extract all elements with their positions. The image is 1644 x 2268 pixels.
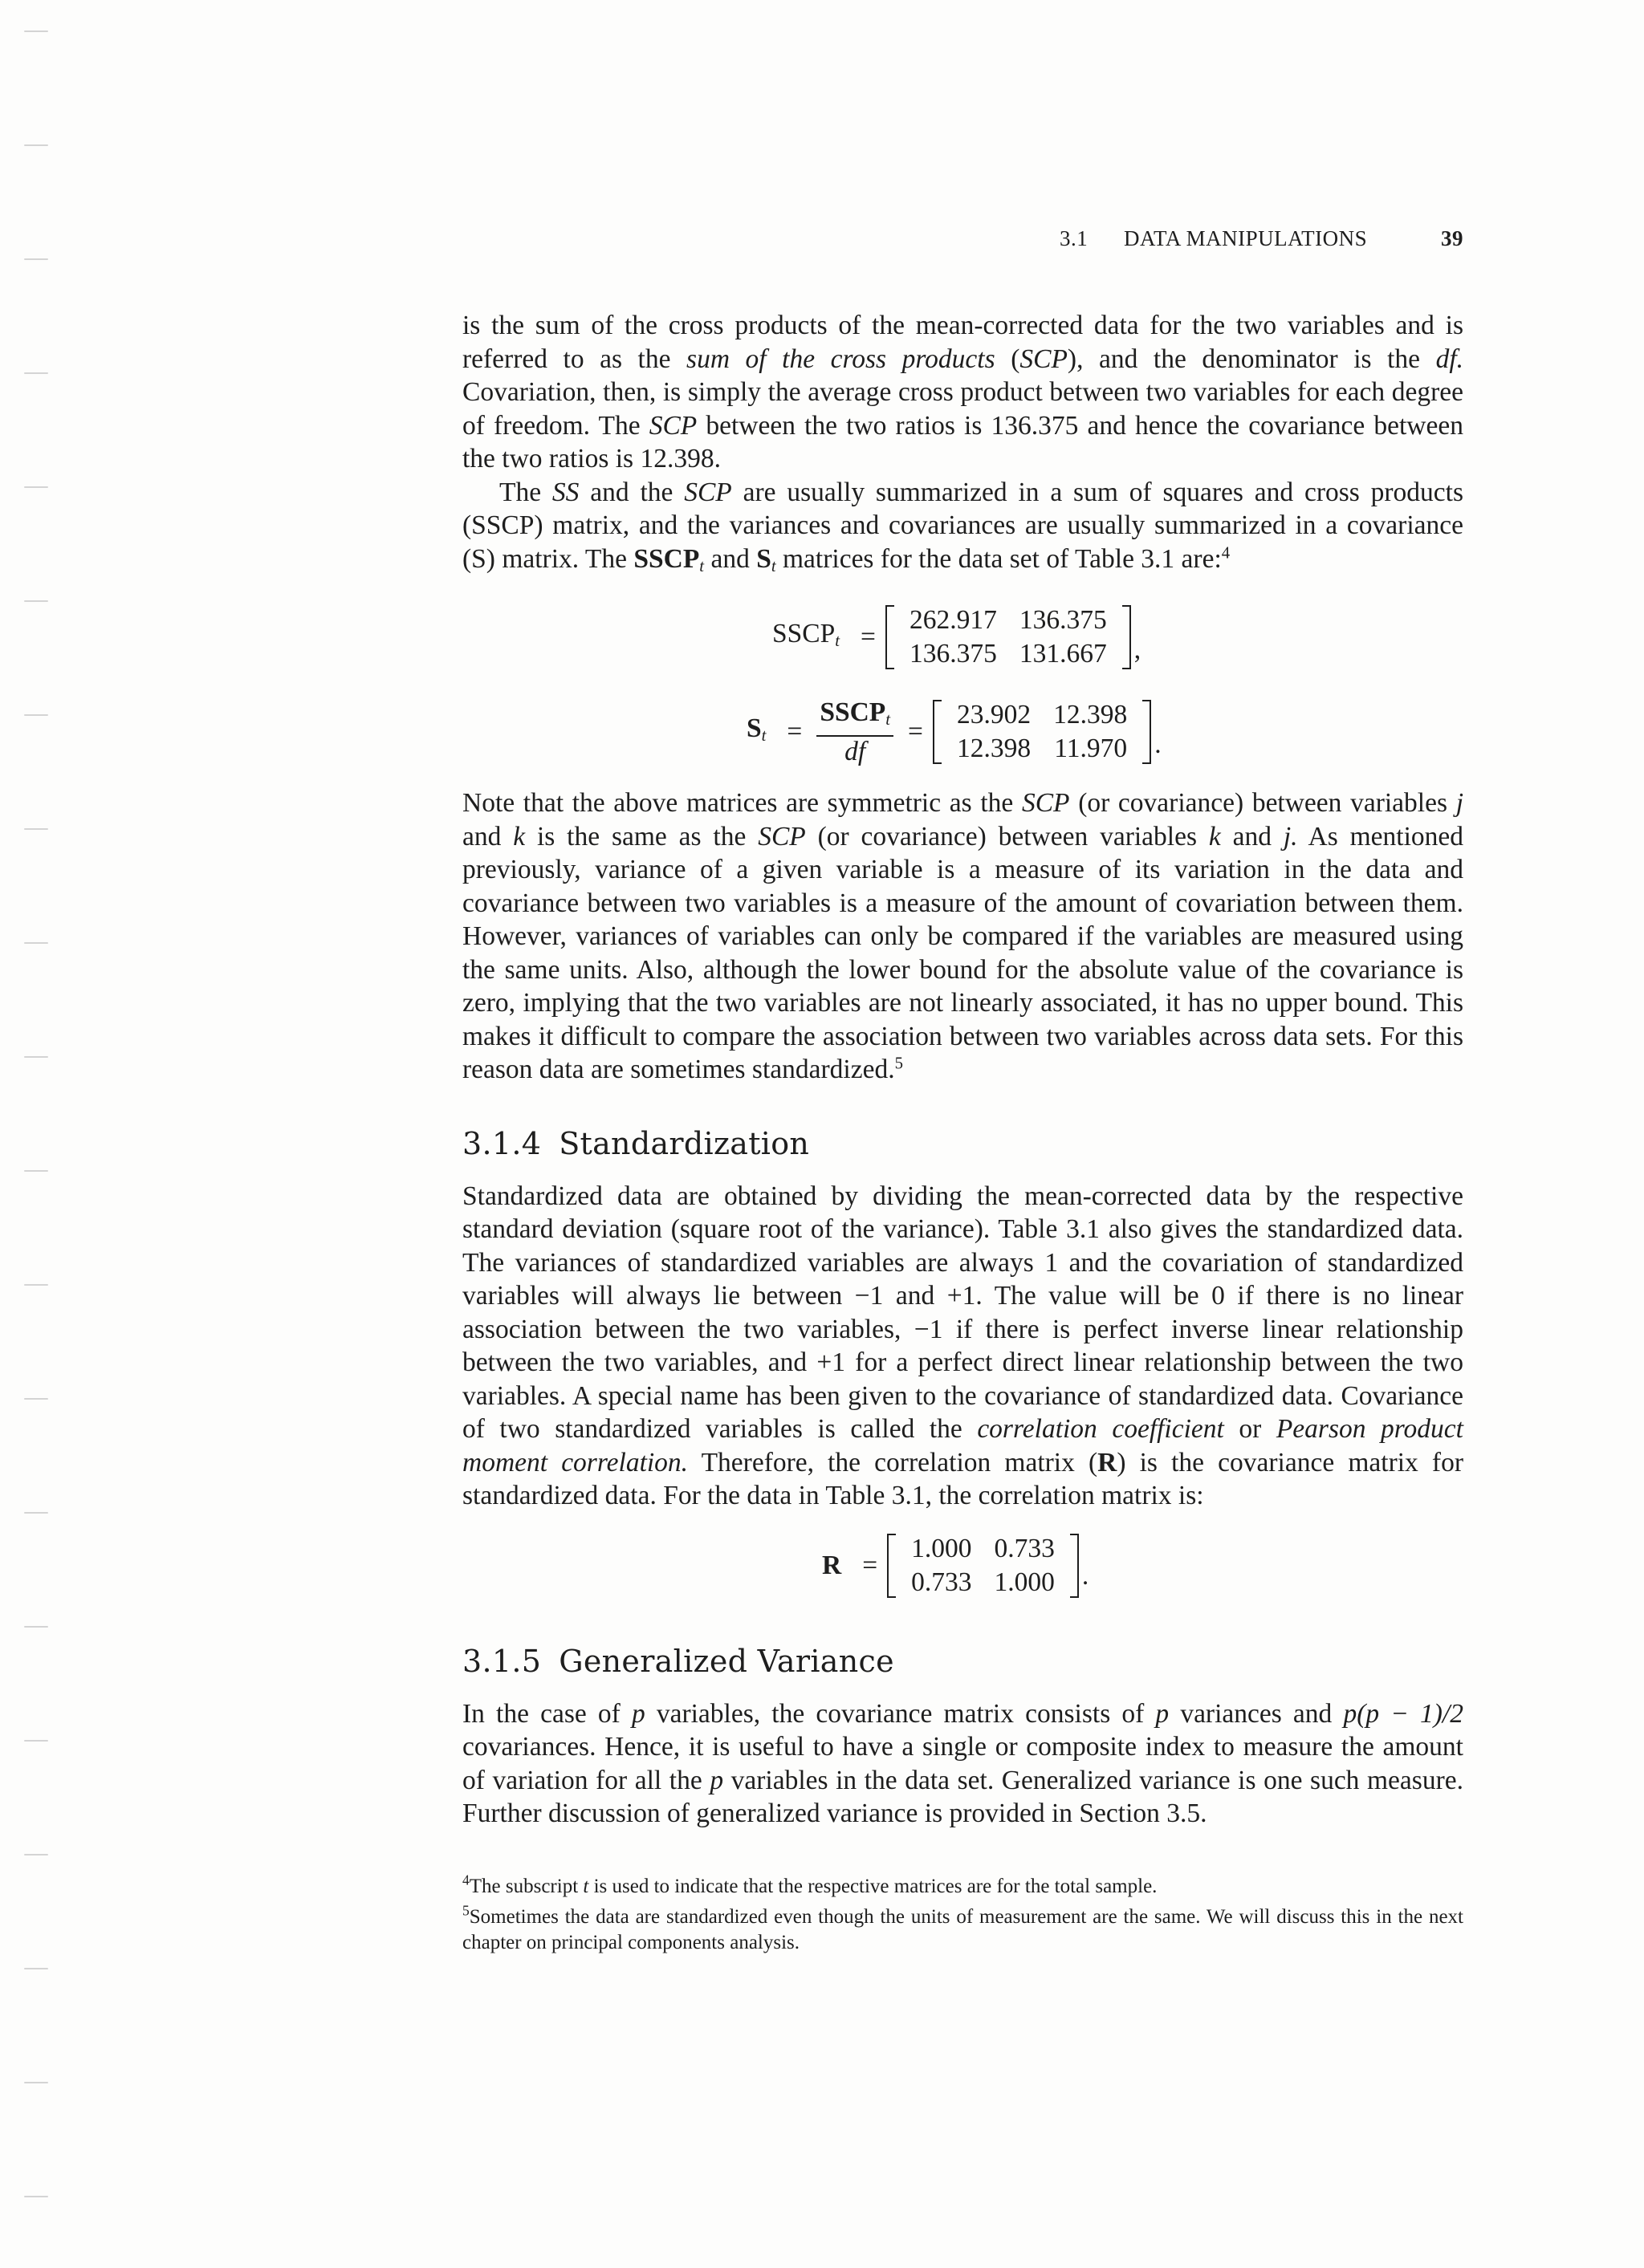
equation-covariance-s: $S_t$ = $\frac{SSCP_t}{df}$ = 23.902 12.398 12.398 11.970 . bbox=[747, 697, 1162, 766]
footnote-ref-5: 5 bbox=[894, 1054, 903, 1073]
paragraph-covariation: is the sum of the cross products of the mean-corrected data for the two variables and is referred to as the sum of the cross products (SCP), and the denominator is the df. Covariation, then, is simply the average cross product between two variables for each degree of freedom. The SCP between the two ratios is 136.375 and hence the covariance between the two ratios is 12.398. bbox=[462, 311, 1464, 474]
matrix-sscp: 262.917 136.375 136.375 131.667 bbox=[885, 604, 1131, 671]
section-heading-generalized-variance: 3.1.5 Generalized Variance bbox=[462, 1643, 894, 1679]
equation-sscp: $SSCP_t$ = 262.917 136.375 136.375 131.667 , bbox=[462, 597, 1463, 677]
paragraph-generalized-variance: In the case of p variables, the covariance matrix consists of p variances and p(p − 1)/2 covariances. Hence, it is useful to have a single or composite index to measure the amount of variation for all the p variables in the data set. Generalized variance is one such measure. Further discussion of generalized variance is provided in Section 3.5. bbox=[462, 1698, 1463, 1829]
paragraph-sscp-intro: The SS and the SCP are usually summarized in a sum of squares and cross products (SSCP) matrix, and the variances and covariances are usually summarized in a covariance (S) matrix. The $SSCP_t$ and $S_t$ matrices for the data set of Table 3.1 are:$^4$ bbox=[462, 477, 1463, 575]
footnote-ref-4: 4 bbox=[1221, 543, 1231, 563]
paragraph-standardization: Standardized data are obtained by dividing the mean-corrected data by the respective standard deviation (square root of the variance). Table 3.1 also gives the standardized data. The variances of standardized variables are always 1 and the covariation of standardized variables will always lie between −1 and +1. The value will be 0 if there is no linear association between the two variables, −1 if there is perfect inverse linear relationship between the two variables, and +1 for a perfect direct linear relationship between the two variables. A special name has been given to the covariance of standardized data. Covariance of two standardized variables is called the correlation coefficient or Pearson product moment correlation. Therefore, the correlation matrix (R) is the covariance matrix for standardized data. For the data in Table 3.1, the correlation matrix is: bbox=[462, 1181, 1463, 1511]
matrix-s: 23.902 12.398 12.398 11.970 bbox=[933, 698, 1151, 766]
footnote-4: $^4$The subscript t is used to indicate that the respective matrices are for the total sample. bbox=[462, 1872, 1158, 1897]
footnote-5: $^5$Sometimes the data are standardized even though the units of measurement are the same. We will discuss this in the next chapter on principal components analysis. bbox=[462, 1902, 1463, 1953]
fraction-sscp-over-df: $\frac{SSCP_t}{df}$ bbox=[816, 697, 893, 767]
running-head-section: 3.1 bbox=[1060, 226, 1089, 250]
running-head-title: DATA MANIPULATIONS bbox=[1124, 226, 1368, 250]
page-number: 39 bbox=[1441, 226, 1463, 250]
section-heading-standardization: 3.1.4 Standardization bbox=[462, 1125, 810, 1161]
body-text bbox=[462, 309, 1463, 1961]
equation-correlation-r: R = 1.000 0.733 0.733 1.000 . bbox=[462, 1527, 1463, 1604]
paragraph-symmetry: Note that the above matrices are symmetric as the SCP (or covariance) between variables j and k is the same as the SCP (or covariance) between variables k and j. As mentioned previously, variance of a given variable is a measure of its variation in the data and covariance between two variables is a measure of the amount of covariation between them. However, variances of variables can only be compared if the variables are measured using the same units. Also, although the lower bound for the absolute value of the covariance is zero, implying that the two variables are not linearly associated, it has no upper bound. This makes it difficult to compare the association between two variables across data sets. For this reason data are sometimes standardized.$^5$ bbox=[462, 788, 1464, 1085]
matrix-r: 1.000 0.733 0.733 1.000 bbox=[887, 1532, 1079, 1599]
footnotes bbox=[462, 1874, 1463, 1956]
